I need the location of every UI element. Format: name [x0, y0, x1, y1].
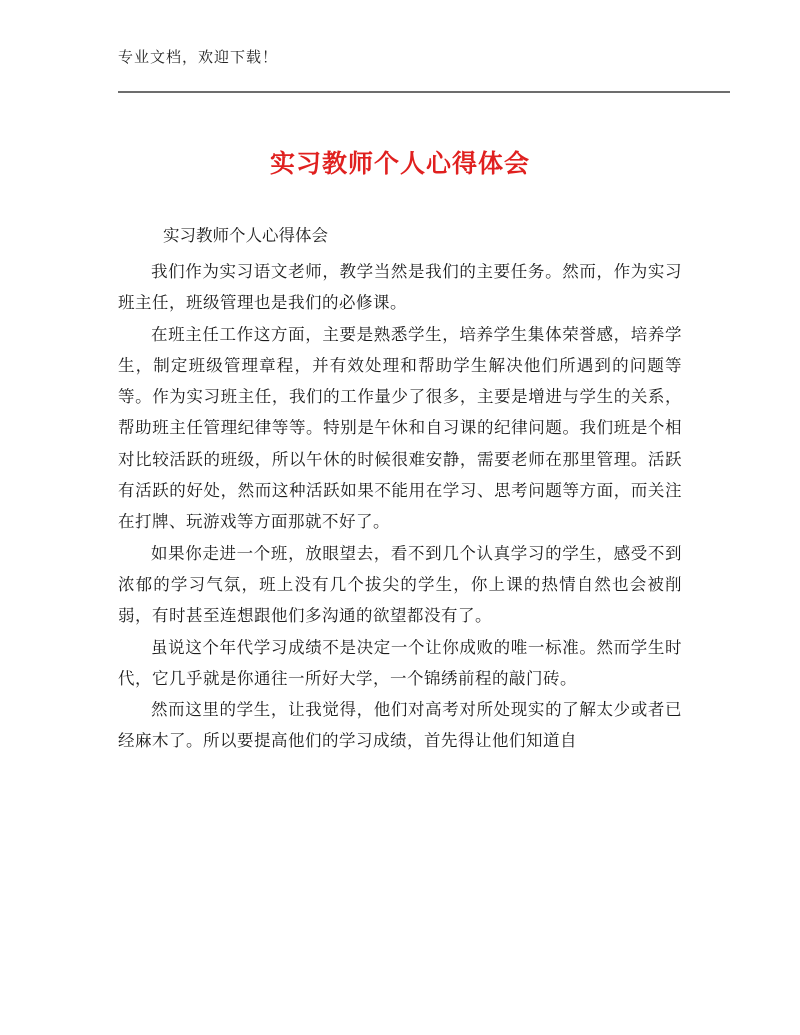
paragraph-3: 如果你走进一个班，放眼望去，看不到几个认真学习的学生，感受不到浓郁的学习气氛，班上没有几个拔尖的学生，你上课的热情自然也会被削弱，有时甚至连想跟他们多沟通的欲望都没有了。	[118, 543, 682, 626]
paragraph-2: 在班主任工作这方面，主要是熟悉学生，培养学生集体荣誉感，培养学生，制定班级管理章程，并有效处理和帮助学生解决他们所遇到的问题等等。作为实习班主任，我们的工作量少了很多，主要是增进与学生的关系，帮助班主任管理纪律等等。特别是午休和自习课的纪律问题。我们班是个相对比较活跃的班级，所以午休的时候很难安静，需要老师在那里管理。活跃有活跃的好处，然而这种活跃如果不能用在学习、思考问题等方面，而关注在打牌、玩游戏等方面那就不好了。	[118, 324, 682, 532]
paragraph-5: 然而这里的学生，让我觉得，他们对高考对所处现实的了解太少或者已经麻木了。所以要提高他们的学习成绩，首先得让他们知道自	[118, 700, 682, 751]
paragraph-1: 我们作为实习语文老师，教学当然是我们的主要任务。然而，作为实习班主任，班级管理也是我们的必修课。	[118, 262, 682, 313]
document-body	[118, 256, 682, 757]
document-title: 实习教师个人心得体会	[269, 149, 530, 178]
document-subtitle: 实习教师个人心得体会	[163, 226, 328, 245]
paragraph-4: 虽说这个年代学习成绩不是决定一个让你成败的唯一标准。然而学生时代，它几乎就是你通往一所好大学，一个锦绣前程的敲门砖。	[118, 637, 682, 688]
header-note: 专业文档，欢迎下载！	[118, 48, 279, 66]
header-divider	[118, 91, 730, 93]
